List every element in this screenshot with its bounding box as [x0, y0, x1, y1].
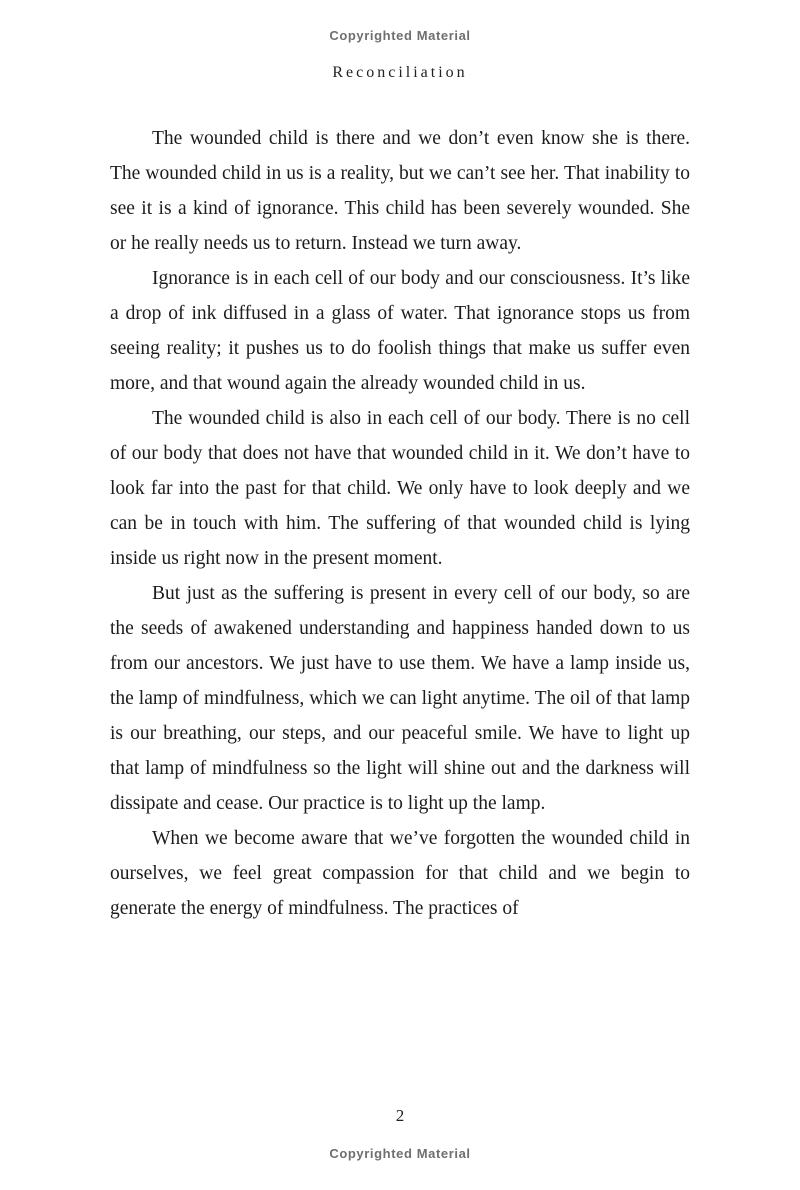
paragraph: The wounded child is there and we don’t even know she is there. The wounded child in us is a reality, but we can’t see her. That inability to see it is a kind of ignorance. This child has been severely wounded. She or he really needs us to return. Instead we turn away. [110, 128, 690, 254]
paragraph: The wounded child is also in each cell of our body. There is no cell of our body that does not have that wounded child in it. We don’t have to look far into the past for that child. We only have to look deeply and we can be in touch with him. The suffering of that wounded child is lying inside us right now in the present moment. [110, 408, 690, 569]
running-head: Reconciliation [332, 64, 468, 81]
copyright-notice-top: Copyrighted Material [329, 28, 471, 43]
page-number: 2 [395, 1106, 405, 1125]
body-text [110, 121, 690, 926]
copyright-notice-bottom: Copyrighted Material [329, 1146, 471, 1161]
paragraph: Ignorance is in each cell of our body and our consciousness. It’s like a drop of ink diffused in a glass of water. That ignorance stops us from seeing reality; it pushes us to do foolish things that make us suffer even more, and that wound again the already wounded child in us. [110, 268, 690, 394]
paragraph: When we become aware that we’ve forgotten the wounded child in ourselves, we feel great compassion for that child and we begin to generate the energy of mindfulness. The practices of [110, 828, 690, 919]
paragraph: But just as the suffering is present in every cell of our body, so are the seeds of awakened understanding and happiness handed down to us from our ancestors. We just have to use them. We have a lamp inside us, the lamp of mindfulness, which we can light anytime. The oil of that lamp is our breathing, our steps, and our peaceful smile. We have to light up that lamp of mindfulness so the light will shine out and the darkness will dissipate and cease. Our practice is to light up the lamp. [110, 583, 690, 814]
